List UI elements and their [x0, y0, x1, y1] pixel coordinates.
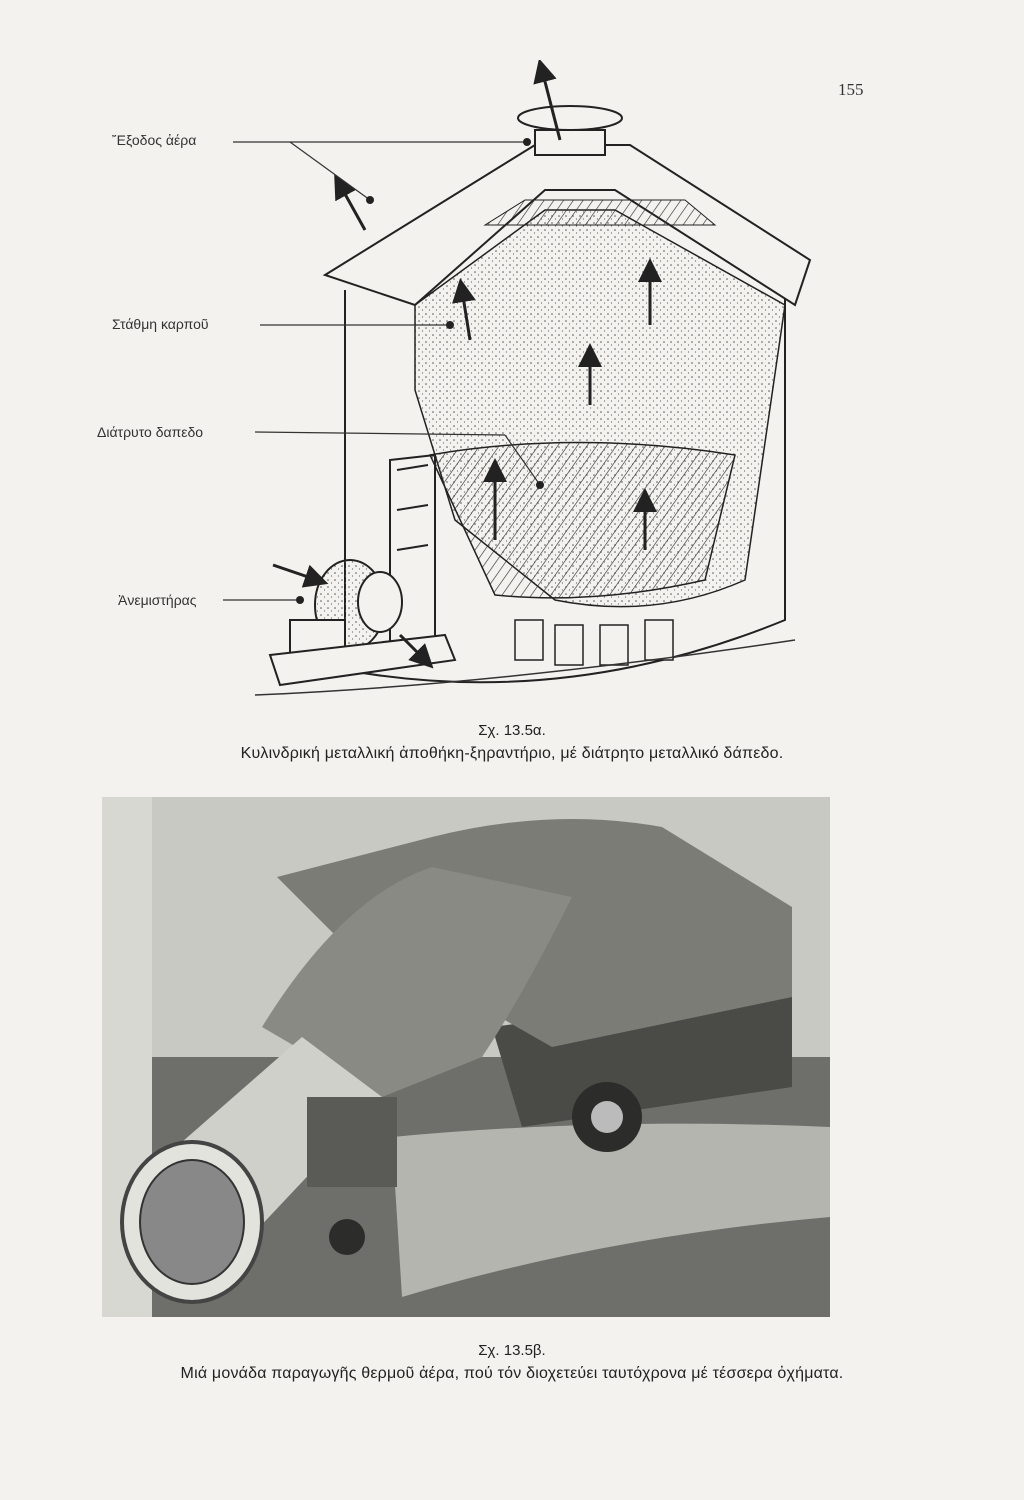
label-fan: Ἀνεμιστήρας [118, 592, 197, 608]
vent-cap [518, 106, 622, 130]
figure-b-caption: Μιά μονάδα παραγωγῆς θερμοῦ ἀέρα, πού τόν διοχετεύει ταυτόχρονα μέ τέσσερα ὀχήματα. [180, 1365, 844, 1382]
silo-diagram [95, 60, 915, 720]
perforated-floor [430, 443, 735, 598]
fan-grille [358, 572, 402, 632]
floor-supports [515, 620, 673, 665]
figure-b-number: Σχ. 13.5β. [478, 1342, 546, 1359]
page-number: 155 [838, 80, 864, 99]
figure-a-caption: Κυλινδρική μεταλλική ἀποθήκη-ξηραντήριο, μέ διάτρητο μεταλλικό δάπεδο. [240, 745, 784, 762]
figure-a-number: Σχ. 13.5α. [478, 722, 546, 739]
label-perforated-floor: Διάτρυτο δαπεδο [97, 424, 204, 440]
label-grain-level: Στάθμη καρποῦ [112, 316, 209, 332]
grain-top [485, 200, 715, 225]
hot-air-unit-photo [102, 797, 830, 1317]
label-air-exit: ῎Εξοδος ἀέρα [112, 132, 197, 148]
vent-neck [535, 130, 605, 155]
burner-box [307, 1097, 397, 1187]
